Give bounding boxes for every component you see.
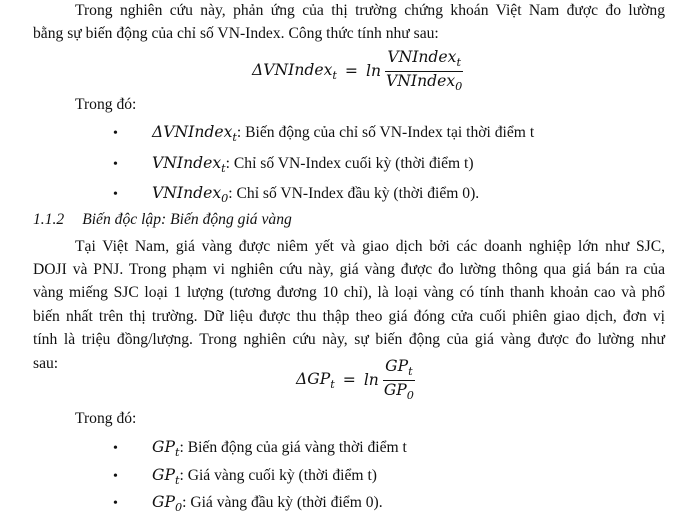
formula-numerator: VNIndex$_t$ [385, 49, 463, 72]
formula-numerator: $GP_t$ [383, 358, 414, 381]
list-item-vnindex-0 [152, 184, 479, 205]
bullet-icon: • [113, 187, 118, 202]
para2-line-5: tính là triệu đồng/lượng. Trong nghiên cứu này, sự biến động của giá vàng được đo lường như [33, 331, 665, 348]
symbol: $GP_t$ [152, 438, 180, 459]
section-title: Biến độc lập: Biến động giá vàng [82, 211, 292, 228]
formula-ln: ln [365, 62, 381, 80]
formula-denominator: $GP_0$ [383, 380, 414, 402]
intro-line-1: Trong nghiên cứu này, phản ứng của thị trường chứng khoán Việt Nam được đo lường [75, 2, 665, 19]
para2-line-2: DOJI và PNJ. Trong phạm vi nghiên cứu này, giá vàng được đo lường thông qua giá bán ra của [33, 261, 665, 278]
formula-lhs: ΔVNIndex$_t$ [252, 60, 337, 82]
formula-denominator: VNIndex$_0$ [386, 71, 463, 93]
list-item-gp-t [152, 466, 377, 487]
where-label-2: Trong đó: [75, 410, 137, 427]
formula-equals: = [342, 371, 356, 389]
formula-lhs: $\Delta GP_t$ [296, 369, 335, 391]
list-item-gp-0 [152, 493, 383, 514]
list-item-vnindex-t [152, 154, 474, 175]
formula-fraction [384, 49, 464, 94]
definition: : Giá vàng cuối kỳ (thời điểm t) [179, 467, 377, 484]
list-item-delta-gp [152, 438, 407, 459]
symbol: ΔVNIndex$_t$ [152, 123, 237, 144]
formula-gold-price [296, 357, 416, 403]
bullet-icon: • [113, 441, 118, 456]
list-item-delta-vnindex [152, 123, 534, 144]
bullet-icon: • [113, 157, 118, 172]
section-heading [33, 211, 292, 229]
definition: : Biến động của chỉ số VN-Index tại thời điểm t [236, 124, 535, 141]
para2-line-4: biến nhất trên thị trường. Dữ liệu được thu thập theo giá đóng cửa cuối phiên giao dịch, đơn vị [33, 308, 665, 325]
para2-line-1: Tại Việt Nam, giá vàng được niêm yết và giao dịch bởi các doanh nghiệp lớn như SJC, [75, 238, 665, 255]
formula-ln: ln [363, 371, 379, 389]
bullet-icon: • [113, 469, 118, 484]
formula-vnindex [252, 48, 464, 94]
intro-line-2: bằng sự biến động của chỉ số VN-Index. Công thức tính như sau: [33, 25, 439, 42]
symbol: $GP_t$ [152, 466, 180, 487]
formula-equals: = [344, 62, 358, 80]
symbol: VNIndex$_t$ [152, 154, 226, 175]
symbol: $GP_0$ [152, 493, 183, 514]
definition: : Biến động của giá vàng thời điểm t [179, 439, 407, 456]
formula-fraction [382, 358, 416, 403]
para2-line-3: vàng miếng SJC loại 1 lượng (tương đương 10 chỉ), là loại vàng có tính thanh khoản cao và phổ [33, 284, 665, 301]
definition: : Chỉ số VN-Index cuối kỳ (thời điểm t) [225, 155, 474, 172]
bullet-icon: • [113, 496, 118, 511]
bullet-icon: • [113, 126, 118, 141]
para2-line-6: sau: [33, 355, 59, 372]
where-label-1: Trong đó: [75, 96, 137, 113]
definition: : Giá vàng đầu kỳ (thời điểm 0). [182, 494, 383, 511]
definition: : Chỉ số VN-Index đầu kỳ (thời điểm 0). [228, 185, 480, 202]
symbol: VNIndex$_0$ [152, 184, 229, 205]
section-number: 1.1.2 [33, 211, 65, 228]
